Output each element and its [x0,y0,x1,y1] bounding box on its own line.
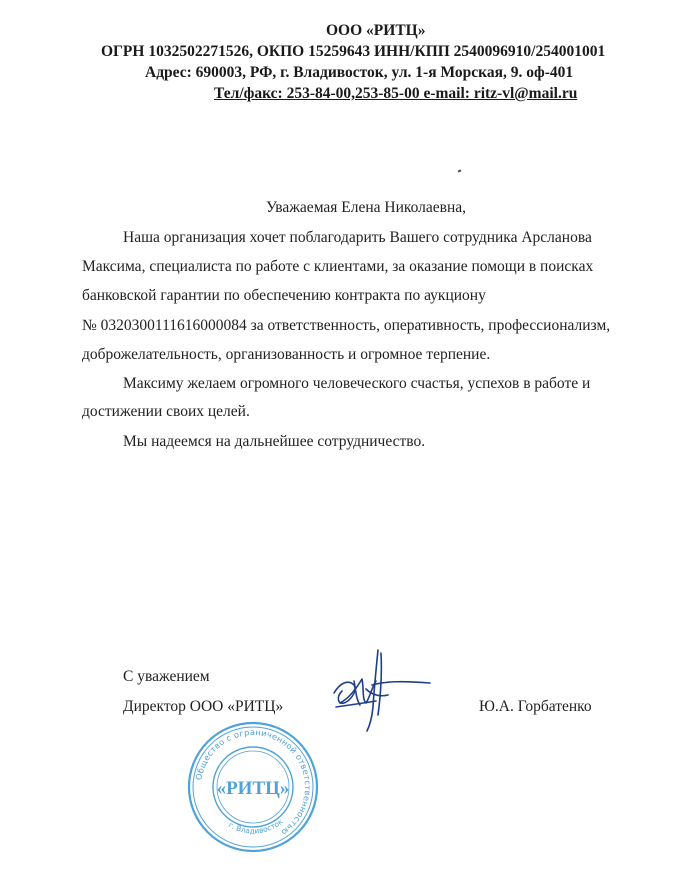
salutation: Уважаемая Елена Николаевна, [266,199,467,216]
stamp-ring-text: Общество с ограниченной ответственностью [193,726,314,838]
signatory-name: Ю.А. Горбатенко [479,698,592,715]
letter-line: Наша организация хочет поблагодарить Вашего сотрудника Арсланова [123,229,592,246]
letter-line: Максима, специалиста по работе с клиентами, за оказание помощи в поисках [82,258,594,275]
org-address: Адрес: 690003, РФ, г. Владивосток, ул. 1-я Морская, 9. оф-401 [145,64,574,81]
handwritten-signature [326,645,436,735]
letter-line: Мы надеемся на дальнейшее сотрудничество. [123,433,426,450]
signatory-title: Директор ООО «РИТЦ» [123,698,284,715]
stamp-city-text: г. Владивосток [226,816,285,836]
letter-line: доброжелательность, организованность и огромное терпение. [82,346,491,363]
letter-line: № 0320300111616000084 за ответственность, оперативность, профессионализм, [82,317,611,334]
closing-phrase: С уважением [123,668,210,685]
letter-line: Максиму желаем огромного человеческого счастья, успехов в работе и [123,375,591,392]
company-stamp [186,720,320,854]
registration-details: ОГРН 1032502271526, ОКПО 15259643 ИНН/КПП 2540096910/254001001 [101,43,606,60]
letter-line: банковской гарантии по обеспечению контракта по аукциону [82,287,486,304]
ink-speck [458,169,462,172]
stamp-center-text: «РИТЦ» [216,778,290,799]
org-contacts: Тел/факс: 253-84-00,253-85-00 e-mail: ritz-vl@mail.ru [214,85,578,102]
org-name: ООО «РИТЦ» [326,22,426,39]
letter-line: достижении своих целей. [82,403,250,420]
